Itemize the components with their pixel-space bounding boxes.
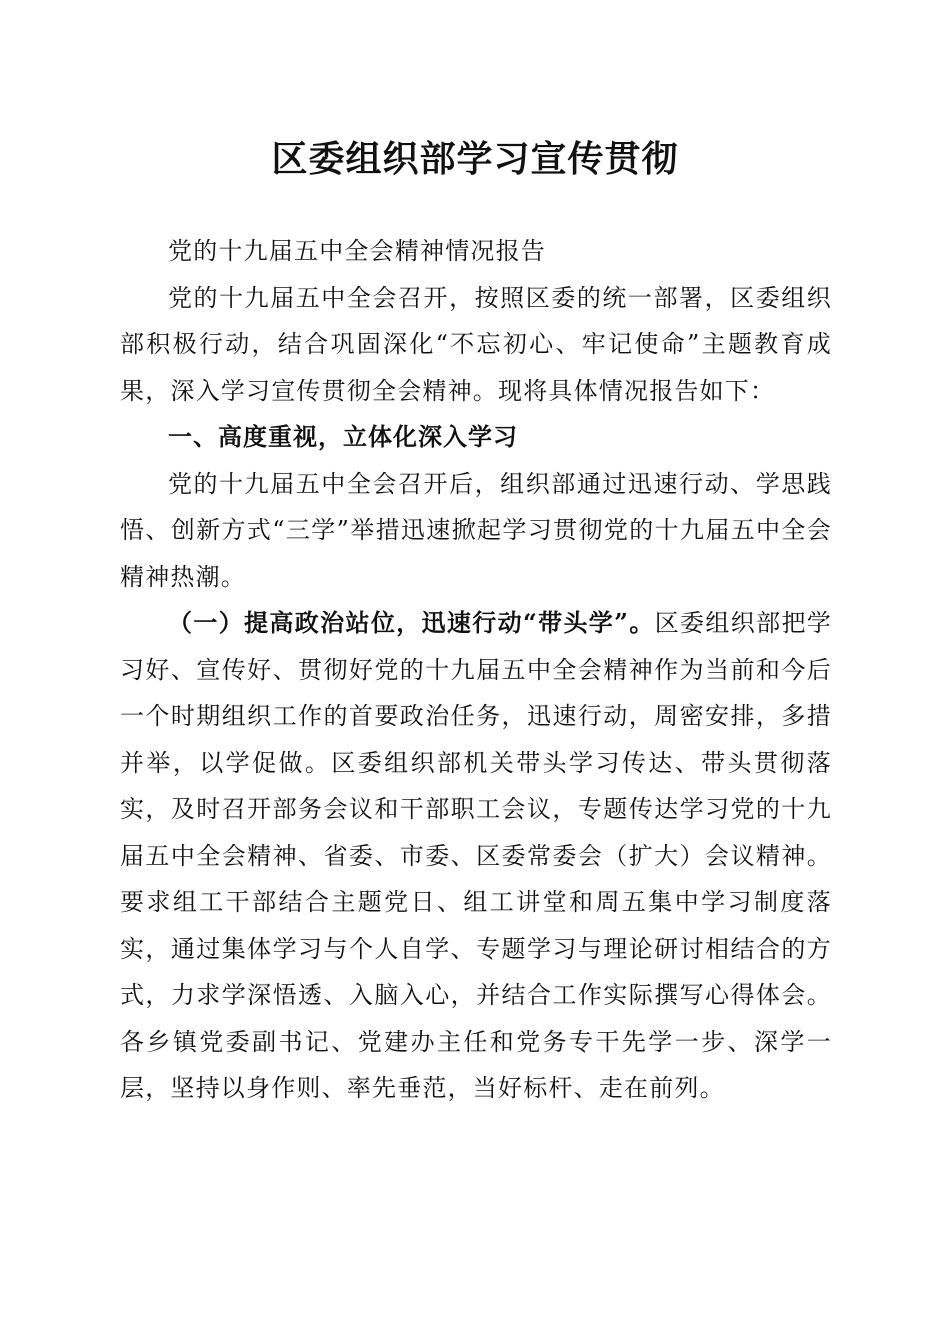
intro-paragraph: 党的十九届五中全会召开，按照区委的统一部署，区委组织部积极行动，结合巩固深化“不忘初心、牢记使命”主题教育成果，深入学习宣传贯彻全会精神。现将具体情况报告如下： bbox=[120, 283, 832, 405]
document-title: 区委组织部学习宣传贯彻 bbox=[271, 138, 679, 180]
item-1-lead: （一）提高政治站位，迅速行动“带头学”。 bbox=[168, 608, 655, 637]
item-1-paragraph bbox=[120, 600, 832, 1112]
section-1-heading: 一、高度重视，立体化深入学习 bbox=[168, 423, 518, 451]
report-subtitle: 党的十九届五中全会精神情况报告 bbox=[168, 237, 546, 265]
item-1-body: 区委组织部把学习好、宣传好、贯彻好党的十九届五中全会精神作为当前和今后一个时期组织工作的首要政治任务，迅速行动，周密安排，多措并举，以学促做。区委组织部机关带头学习传达、带头贯彻落实，及时召开部务会议和干部职工会议，专题传达学习党的十九届五中全会精神、省委、市委、区委常委会（扩大）会议精神。要求组工干部结合主题党日、组工讲堂和周五集中学习制度落实，通过集体学习与个人自学、专题学习与理论研讨相结合的方式，力求学深悟透、入脑入心，并结合工作实际撰写心得体会。各乡镇党委副书记、党建办主任和党务专干先学一步、深学一层，坚持以身作则、率先垂范，当好标杆、走在前列。 bbox=[120, 609, 833, 1102]
document-body bbox=[120, 228, 832, 1112]
section-1-intro-paragraph: 党的十九届五中全会召开后，组织部通过迅速行动、学思践悟、创新方式“三学”举措迅速掀起学习贯彻党的十九届五中全会精神热潮。 bbox=[120, 469, 832, 591]
